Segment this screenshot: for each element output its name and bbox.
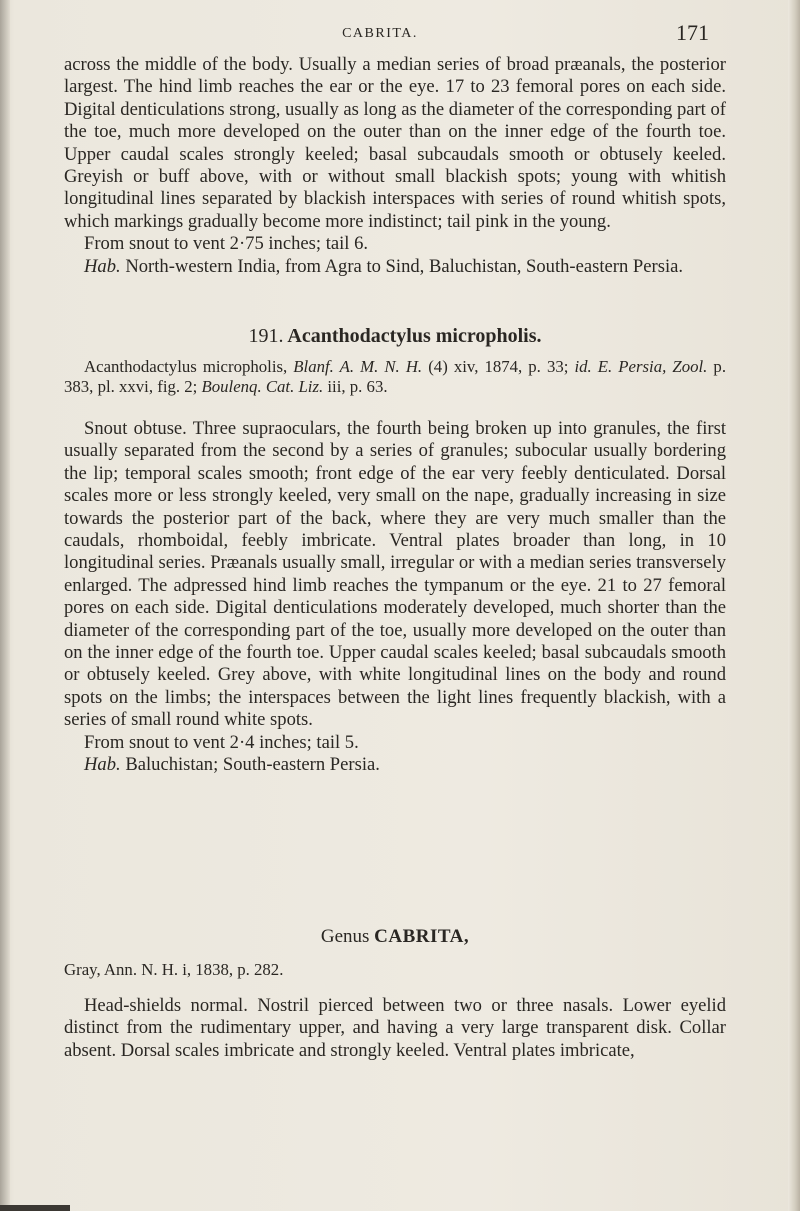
synonymy-text: iii, p. 63. — [323, 376, 388, 396]
paragraph: Head-shields normal. Nostril pierced between two or three nasals. Lower eyelid distinct from the rudimentary upper, and having a very large transparent disk. Collar absent. Dorsal scales imbricate and strongly keeled. Ventral plates imbricate, — [64, 995, 726, 1061]
synonymy-ref: Blanf. A. M. N. H. — [293, 357, 423, 376]
hab-label: Hab. — [84, 255, 121, 277]
synonymy-text: (4) xiv, 1874, p. 33; — [422, 357, 575, 376]
reference-text: Gray, Ann. N. H. i, 1838, p. 282. — [64, 960, 284, 979]
binding-shadow — [0, 0, 10, 1211]
paragraph: Snout obtuse. Three supraoculars, the fourth being broken up into granules, the first usually separated from the second by a series of granules; subocular usually bordering the lip; temporal scales smooth; front edge of the ear very feebly denticulated. Dorsal scales more or less strongly keeled, very small on the nape, gradually increasing in size towards the posterior part of the back, where they are very much smaller than the caudals, rhomboidal, feebly imbricate. Ventral plates broader than long, in 10 longitudinal series. Præanals usually small, irregular or with a median series transversely enlarged. The adpressed hind limb reaches the tympanum or the eye. 21 to 27 femoral pores on each side. Digital denticulations moderately developed, much shorter than the diameter of the corresponding part of the toe, usually more developed on the outer than on the inner edge of the fourth toe. Upper caudal scales keeled; basal subcaudals smooth or obtusely keeled. Grey above, with white longitudinal lines on the body and round spots on the limbs; the interspaces between the light lines frequently blackish, with a series of small round white spots. — [64, 418, 726, 731]
hab-label: Hab. — [84, 754, 121, 776]
synonymy-text: Acanthodactylus micropholis, — [84, 357, 294, 376]
continued-description — [64, 54, 726, 278]
species-heading — [64, 325, 726, 348]
genus-name: CABRITA, — [374, 926, 470, 947]
genus-description — [64, 995, 726, 1062]
scan-artifact — [0, 1205, 70, 1211]
synonymy — [64, 357, 726, 396]
genus-reference — [64, 960, 726, 980]
synonymy-ref: Boulenq. Cat. Liz. — [201, 376, 324, 396]
page-number: 171 — [676, 20, 709, 45]
paragraph: across the middle of the body. Usually a median series of broad præanals, the posterior largest. The hind limb reaches the ear or the eye. 17 to 23 femoral pores on each side. Digital denticulations strong, usually as long as the diameter of the corresponding part of the toe, much more developed on the outer than on the inner edge of the fourth toe. Upper caudal scales strongly keeled; basal subcaudals smooth or obtusely keeled. Greyish or buff above, with or without small blackish spots; young with whitish longitudinal lines separated by blackish interspaces with series of round whitish spots, which markings gradually become more indistinct; tail pink in the young. — [64, 54, 726, 232]
page-edge — [788, 0, 800, 1211]
habitat-paragraph — [64, 256, 726, 278]
species-number: 191. — [248, 325, 284, 347]
page-header — [0, 20, 800, 50]
habitat-paragraph — [64, 754, 726, 776]
synonymy-text: p. 383, pl. xxvi, fig. 2; — [64, 357, 727, 396]
synonymy-paragraph — [64, 357, 726, 396]
running-head: CABRITA. — [342, 26, 418, 41]
genus-heading — [64, 926, 726, 948]
synonymy-ref: id. E. Persia, Zool. — [574, 357, 708, 376]
measurement-paragraph: From snout to vent 2·4 inches; tail 5. — [84, 731, 359, 753]
paragraph: From snout to vent 2·75 inches; tail 6. — [84, 233, 369, 255]
species-description — [64, 418, 726, 777]
hab-text: North-western India, from Agra to Sind, Baluchistan, South-eastern Persia. — [120, 255, 684, 277]
species-name: Acanthodactylus micropholis. — [287, 325, 542, 347]
genus-prefix: Genus — [320, 926, 375, 947]
hab-text: Baluchistan; South-eastern Persia. — [120, 754, 380, 776]
